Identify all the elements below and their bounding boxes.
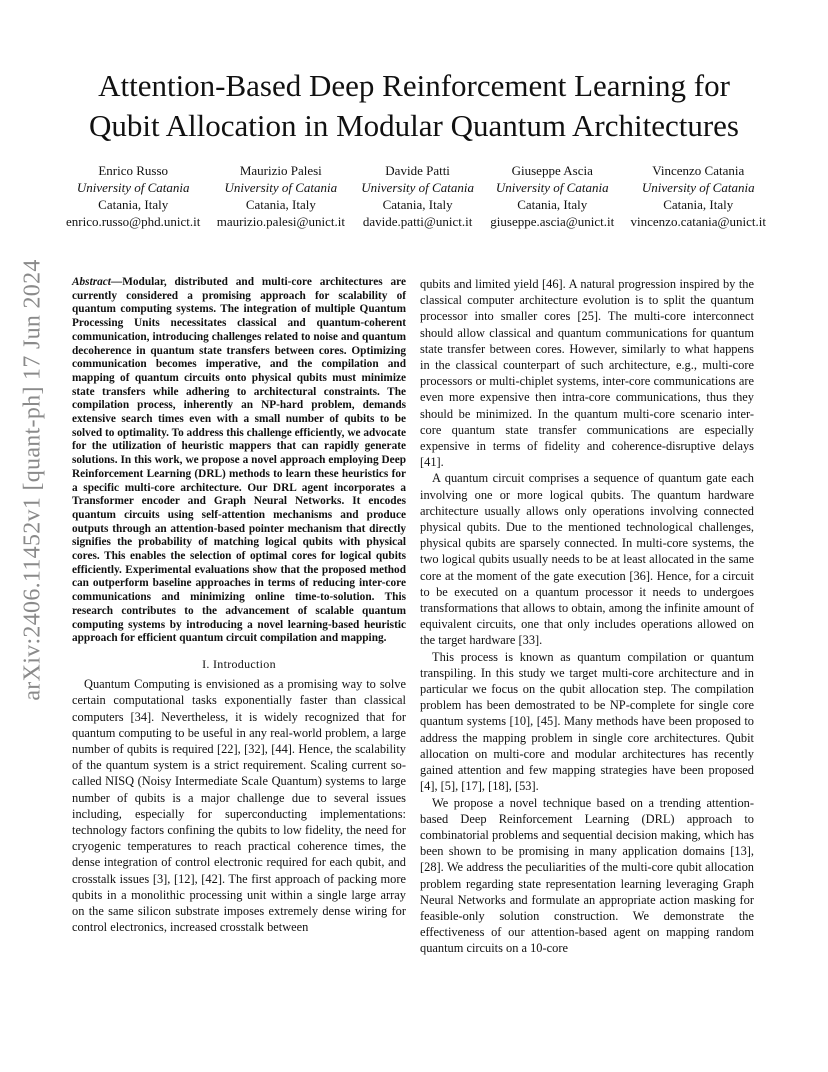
- author-block: [66, 162, 766, 230]
- author-email: enrico.russo@phd.unict.it: [66, 214, 201, 229]
- author-card: [490, 162, 614, 230]
- author-card: [361, 162, 474, 230]
- author-name: Giuseppe Ascia: [511, 163, 593, 178]
- body-paragraph: Quantum Computing is envisioned as a promising way to solve certain computational tasks exponentially faster than classical computers [34]. Nevertheless, it is widely recognized that for quantum computing to be useful in any real-world problem, a large number of qubits is required [22], [32], [44]. Hence, the scalability of the quantum system is a strict requirement. Scaling current so-called NISQ (Noisy Intermediate Scale Quantum) systems to large number of qubits is a major challenge due to several issues including, especially for superconducting implementations: technology factors confining the qubits to low fidelity, the need for cryogenic temperatures to reach practical coherence times, the dense integration of control electronic required for each qubit, and crosstalk issues [3], [12], [42]. The first approach of packing more qubits in a monolithic processing unit within a single large array on the same silicon substrate imposes extremely dense wiring for control electronics, increased crosstalk between: [72, 677, 406, 935]
- arxiv-identifier: arXiv:2406.11452v1 [quant-ph] 17 Jun 2024: [19, 259, 46, 701]
- body-paragraph: We propose a novel technique based on a trending attention-based Deep Reinforcement Learning (DRL) approach to combinatorial problems and sequential decision making, which has been shown to be promising in many application domains [13], [28]. We address the peculiarities of the multi-core qubit allocation problem regarding state representation learning leveraging Graph Neural Networks and formulate an appropriate action masking for feasible-only solution construction. We demonstrate the effectiveness of our attention-based agent on mapping random quantum circuits on a 10-core: [420, 795, 754, 956]
- author-name: Vincenzo Catania: [652, 163, 745, 178]
- section-heading: I. Introduction: [202, 656, 276, 671]
- author-affiliation: University of Catania: [495, 180, 609, 195]
- paper-title: [40, 66, 788, 146]
- title-line-2: Qubit Allocation in Modular Quantum Architectures: [88, 108, 740, 143]
- author-email: davide.patti@unict.it: [362, 214, 473, 229]
- left-column: [72, 276, 406, 935]
- author-location: Catania, Italy: [663, 197, 734, 212]
- author-location: Catania, Italy: [98, 197, 169, 212]
- author-location: Catania, Italy: [245, 197, 316, 212]
- author-card: [66, 162, 200, 230]
- author-name: Davide Patti: [385, 163, 450, 178]
- abstract-label: Abstract: [72, 276, 111, 288]
- body-paragraph: qubits and limited yield [46]. A natural progression inspired by the classical computer architecture evolution is to split the quantum processor into smaller cores [25]. The multi-core interconnect should allow classical and quantum communications for quantum state transfer between cores. However, similarly to what happens in the classical counterpart of such architecture, e.g., multi-core processors or multi-chiplet systems, inter-core communications are even more expensive then intra-core communications, thus they should be minimized. In the quantum multi-core scenario inter-core quantum state transfer communications are especially expensive in terms of fidelity and coherence-disruptive delays [41].: [420, 277, 754, 470]
- body-paragraph: This process is known as quantum compilation or quantum transpiling. In this study we target multi-core architecture and in particular we focus on the qubit allocation step. The compilation problem has been demostrated to be NP-complete for single core quantum systems [10], [45]. Many methods have been proposed to address the mapping problem in single core architectures. Qubit allocation on multi-core and modular architectures has recently gained attention and few mapping strategies have been proposed [4], [5], [17], [18], [53].: [420, 649, 754, 794]
- abstract: [72, 276, 406, 646]
- arxiv-sidebar: [12, 259, 54, 701]
- author-email: giuseppe.ascia@unict.it: [490, 214, 615, 229]
- author-card: [217, 162, 345, 230]
- author-email: maurizio.palesi@unict.it: [216, 214, 345, 229]
- author-location: Catania, Italy: [382, 197, 453, 212]
- author-affiliation: University of Catania: [641, 180, 755, 195]
- author-email: vincenzo.catania@unict.it: [630, 214, 766, 229]
- abstract-text: —Modular, distributed and multi-core architectures are currently considered a promising approach for scalability of quantum computing systems. The integration of multiple Quantum Processing Units necessitates classical and quantum-coherent communication, introducing challenges related to noise and quantum decoherence in quantum state transfers between cores. Optimizing communication becomes imperative, and the compilation and mapping of quantum circuits onto physical qubits must minimize state transfers while adhering to architectural constraints. The compilation process, inherently an NP-hard problem, demands extensive search times even with a small number of qubits to be solved to optimality. To address this challenge efficiently, we advocate for the utilization of heuristic mappers that can rapidly generate solutions. In this work, we propose a novel approach employing Deep Reinforcement Learning (DRL) methods to learn these heuristics for a specific multi-core architecture. Our DRL agent incorporates a Transformer encoder and Graph Neural Networks. It encodes quantum circuits using self-attention mechanisms and produce outputs through an attention-based pointer mechanism that directly signifies the probability of matching logical qubits with physical cores. This enables the selection of optimal cores for logical qubits efficiently. Experimental evaluations show that the proposed method can outperform baseline approaches in terms of reducing inter-core communications and minimizing online time-to-solution. This research contributes to the advancement of scalable quantum computing systems by introducing a novel learning-based heuristic approach for efficient quantum circuit compilation and mapping.: [72, 276, 406, 645]
- author-name: Enrico Russo: [98, 163, 169, 178]
- right-column: [420, 276, 754, 957]
- body-paragraph: A quantum circuit comprises a sequence of quantum gate each involving one or more logical qubits. The quantum hardware architecture usually allows only operations involving connected physical qubits. Due to the mentioned technological challenges, physical qubits are sparsely connected. In multi-core systems, the two logical qubits usually needs to be at least allocated in the same core at the moment of the gate execution [36]. Hence, for a circuit to be executed on a quantum processor it needs to undergoes transformations that allows to obtain, among the infinite amount of equivalent circuits, one that only includes operations allowed on the target hardware [33].: [420, 471, 754, 648]
- title-line-1: Attention-Based Deep Reinforcement Learning for: [98, 68, 730, 103]
- author-name: Maurizio Palesi: [239, 163, 322, 178]
- author-affiliation: University of Catania: [76, 180, 190, 195]
- author-affiliation: University of Catania: [361, 180, 474, 195]
- author-location: Catania, Italy: [517, 197, 588, 212]
- author-card: [631, 162, 766, 230]
- author-affiliation: University of Catania: [224, 180, 338, 195]
